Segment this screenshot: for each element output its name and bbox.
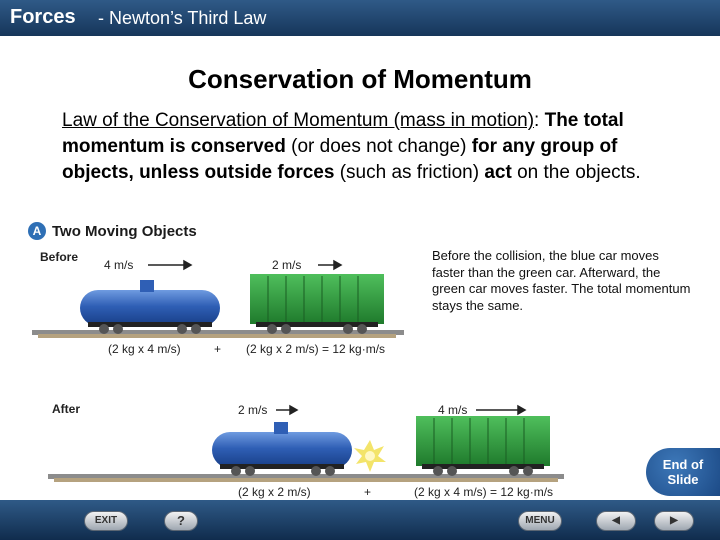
track-after <box>48 474 564 482</box>
before-label: Before <box>40 250 79 264</box>
header-title: Forces <box>10 6 76 28</box>
slide-title: Conservation of Momentum <box>188 64 532 94</box>
momentum-figure <box>28 218 692 502</box>
blue-tank-car-after <box>212 422 352 476</box>
arrow-before-blue <box>148 261 191 269</box>
before-equation-left: (2 kg x 4 m/s) <box>108 342 181 356</box>
arrow-after-blue <box>276 406 297 414</box>
end-of-slide-line2: Slide <box>667 472 699 487</box>
header-bar <box>0 0 720 36</box>
before-equation-right: (2 kg x 2 m/s) = 12 kg·m/s <box>246 342 386 356</box>
after-green-speed: 4 m/s <box>438 403 468 417</box>
before-blue-speed: 4 m/s <box>104 258 134 272</box>
body-text-2: (or does not change) <box>285 136 472 157</box>
body-text-4: on the objects. <box>511 162 641 183</box>
body-text <box>62 108 682 186</box>
figure-label <box>28 222 197 240</box>
menu-button[interactable]: MENU <box>518 511 562 531</box>
after-blue-speed: 2 m/s <box>238 403 268 417</box>
collision-burst-icon <box>354 440 386 472</box>
after-equation-left: (2 kg x 2 m/s) <box>238 485 311 499</box>
next-button[interactable]: ▶ <box>654 511 694 531</box>
body-bold-1: The total momentum is conserved <box>62 110 624 157</box>
end-of-slide-line1: End of <box>662 457 704 472</box>
previous-button[interactable]: ◀ <box>596 511 636 531</box>
before-green-speed: 2 m/s <box>272 258 302 272</box>
body-text-3: (such as friction) <box>334 162 485 183</box>
figure-badge: A <box>28 222 46 240</box>
after-equation-right: (2 kg x 4 m/s) = 12 kg·m/s <box>414 485 554 499</box>
body-colon: : <box>534 110 545 131</box>
after-label: After <box>52 402 81 416</box>
figure-caption: Before the collision, the blue car moves faster than the green car. Afterward, the green car moves faster. The total momentum stays the same. <box>432 248 691 313</box>
figure-title: Two Moving Objects <box>52 222 197 240</box>
after-plus: + <box>364 485 372 499</box>
end-of-slide-button[interactable] <box>646 448 720 496</box>
before-plus: + <box>214 342 222 356</box>
green-box-car-before <box>250 274 384 334</box>
help-button[interactable]: ? <box>164 511 198 531</box>
exit-button[interactable]: EXIT <box>84 511 128 531</box>
blue-tank-car-before <box>80 280 220 334</box>
law-name: Law of the Conservation of Momentum (mass in motion) <box>62 110 535 131</box>
body-bold-3: act <box>484 162 512 183</box>
arrow-after-green <box>476 406 525 414</box>
body-bold-2: for any group of objects, unless outside forces <box>62 136 618 183</box>
nav-bar <box>0 500 720 540</box>
arrow-before-green <box>318 261 341 269</box>
green-box-car-after <box>416 416 550 476</box>
header-subtitle: - Newton’s Third Law <box>98 8 267 28</box>
